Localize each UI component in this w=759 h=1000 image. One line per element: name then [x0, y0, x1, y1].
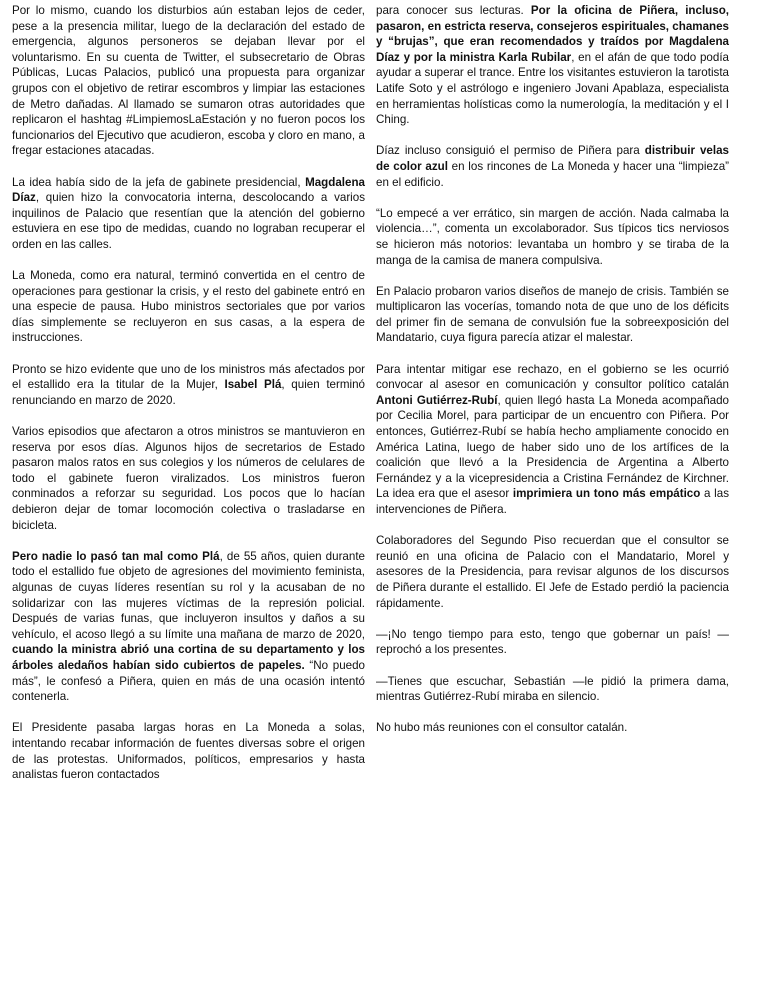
- paragraph: [12, 362, 365, 409]
- paragraph: [376, 533, 729, 611]
- text-run: Varios episodios que afectaron a otros ministros se mantuvieron en reserva por esos días. Algunos hijos de secretarios de Estado pasaron malos ratos en sus colegios y los números de celulares de todo el gabinete fueron viralizados. Los ministros fueron conminados a reforzar su seguridad. Los pocos que lo hacían debieron dejar de tomar locomoción colectiva o trasladarse en bicicleta.: [12, 425, 365, 532]
- text-run: En Palacio probaron varios diseños de manejo de crisis. También se multiplicaron las vocerías, tomando nota de que uno de los déficits del primer fin de semana de convulsión fue la sobreexposición del Mandatario, cuya figura parecía atizar el malestar.: [376, 284, 729, 345]
- paragraph: [12, 549, 365, 705]
- paragraph: [376, 627, 729, 658]
- text-run: , quien hizo la convocatoria interna, descolocando a varios inquilinos de Palacio que resentían que la atención del gobierno estuviera en ese tipo de medidas, cuando no lograban recuperar el orden en las calles.: [12, 191, 365, 251]
- text-run: No hubo más reuniones con el consultor catalán.: [376, 721, 628, 735]
- text-run: “No puedo más”, le confesó a Piñera, quien en más de una ocasión intentó contenerla.: [12, 658, 365, 704]
- bold-text-run: Isabel Plá: [224, 378, 282, 392]
- paragraph: [376, 674, 729, 705]
- text-run: en los rincones de La Moneda y hacer una “limpieza” en el edificio.: [376, 159, 729, 189]
- bold-text-run: imprimiera un tono más empático: [512, 487, 701, 501]
- paragraph: [376, 284, 729, 346]
- left-column: [12, 3, 365, 798]
- bold-text-run: cuando la ministra abrió una cortina de su departamento y los árboles aledaños habían sido cubiertos de papeles.: [12, 643, 365, 672]
- text-run: , quien terminó renunciando en marzo de 2020.: [12, 378, 365, 407]
- right-column: [376, 3, 729, 752]
- paragraph: [12, 424, 365, 533]
- paragraph: [12, 3, 365, 159]
- text-run: —¡No tengo tiempo para esto, tengo que gobernar un país! —reprochó a los presentes.: [376, 627, 729, 657]
- paragraph: [376, 362, 729, 518]
- text-run: Para intentar mitigar ese rechazo, en el gobierno se les ocurrió convocar al asesor en comunicación y consultor político catalán: [376, 362, 729, 392]
- text-run: Por lo mismo, cuando los disturbios aún estaban lejos de ceder, pese a la presencia militar, luego de la declaración del estado de emergencia, algunos personeros se dejaban llevar por el voluntarismo. En su cuenta de Twitter, el subsecretario de Obras Públicas, Lucas Palacios, publicó una propuesta para organizar grupos con el objetivo de retirar escombros y limpiar las estaciones de Metro dañadas. Al llamado se sumaron otras autoridades que replicaron el hashtag #LimpiemosLaEstación y no fueron pocos los funcionarios del Ejecutivo que acudieron, escoba y cloro en mano, a fregar estaciones atacadas.: [12, 4, 365, 158]
- bold-text-run: Antoni Gutiérrez-Rubí: [376, 393, 498, 407]
- paragraph: [12, 720, 365, 782]
- paragraph: [12, 268, 365, 346]
- bold-text-run: Magdalena Díaz: [12, 175, 365, 205]
- text-run: Pronto se hizo evidente que uno de los ministros más afectados por el estallido era la titular de la Mujer,: [12, 362, 365, 392]
- text-run: , quien llegó hasta La Moneda acompañado por Cecilia Morel, para participar de un encuentro con Piñera. Por entonces, Gutiérrez-Rubí se había hecho ampliamente conocido en América Latina, luego de haber sido uno de los artífices de la coalición que llevó a la Presidencia de Argentina a Alberto Fernández y a la vicepresidencia a Cristina Fernández de Kirchner. La idea era que el asesor: [376, 393, 729, 501]
- text-run: para conocer sus lecturas.: [376, 4, 531, 17]
- bold-text-run: Por la oficina de Piñera, incluso, pasaron, en estricta reserva, consejeros espirituales, chamanes y “brujas”, que eran recomendados y traídos por Magdalena Díaz y por la ministra Karla Rubilar: [376, 4, 729, 64]
- text-run: El Presidente pasaba largas horas en La Moneda a solas, intentando recabar información de fuentes diversas sobre el origen de las protestas. Uniformados, políticos, empresarios y hasta analistas fueron contactados: [12, 721, 365, 782]
- text-run: Colaboradores del Segundo Piso recuerdan que el consultor se reunió en una oficina de Palacio con el Mandatario, Morel y asesores de la Presidencia, para revisar algunos de los discursos de Piñera durante el estallido. El Jefe de Estado perdió la paciencia rápidamente.: [376, 534, 729, 610]
- paragraph: [376, 143, 729, 190]
- text-run: La idea había sido de la jefa de gabinete presidencial,: [12, 175, 306, 189]
- text-run: Díaz incluso consiguió el permiso de Piñera para: [376, 144, 645, 158]
- text-run: a las intervenciones de Piñera.: [376, 487, 729, 516]
- paragraph: [376, 206, 729, 268]
- bold-text-run: Pero nadie lo pasó tan mal como Plá: [12, 549, 220, 563]
- text-run: “Lo empecé a ver errático, sin margen de acción. Nada calmaba la violencia…”, comenta un excolaborador. Sus típicos tics nerviosos se hicieron más notorios: levantaba un hombro y se tiraba de la manga de la camisa de manera compulsiva.: [376, 206, 729, 267]
- bold-text-run: distribuir velas de color azul: [376, 144, 729, 173]
- text-run: La Moneda, como era natural, terminó convertida en el centro de operaciones para gestionar la crisis, y el resto del gabinete entró en una especie de pausa. Hubo ministros sectoriales que por varios días simplemente se recluyeron en sus casas, a la espera de instrucciones.: [12, 269, 365, 345]
- paragraph: [376, 720, 729, 736]
- text-run: , en el afán de que todo podía ayudar a superar el trance. Entre los visitantes estuvieron la tarotista Latife Soto y el astrólogo e ingeniero Jovani Apablaza, especialista en herramientas holísticas como la numerología, la meditación y el I Ching.: [376, 50, 730, 127]
- paragraph: [376, 3, 729, 128]
- text-run: , de 55 años, quien durante todo el estallido fue objeto de agresiones del movimiento feminista, algunas de cuyas líderes resentían su rol y la acusaban de no solidarizar con las mujeres víctimas de la represión policial. Después de varias funas, que incluyeron insultos y daños a su vehículo, el acoso llegó a su límite una mañana de marzo de 2020,: [12, 549, 365, 641]
- paragraph: [12, 175, 365, 253]
- text-run: —Tienes que escuchar, Sebastián —le pidió la primera dama, mientras Gutiérrez-Rubí miraba en silencio.: [376, 674, 729, 704]
